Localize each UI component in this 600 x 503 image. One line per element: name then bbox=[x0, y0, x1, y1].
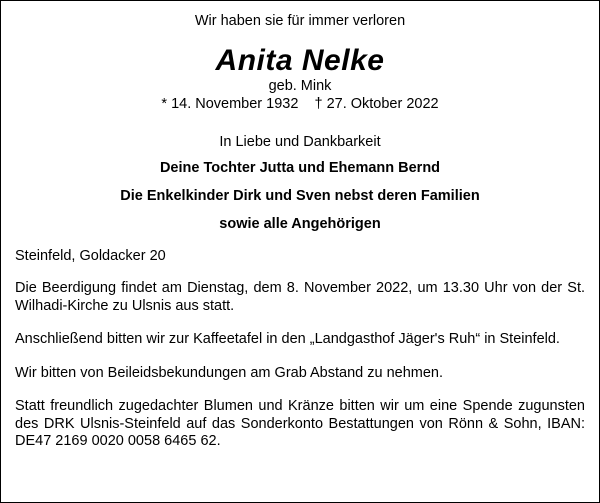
born-date: 14. November 1932 bbox=[171, 96, 299, 112]
mourner-line: sowie alle Angehörigen bbox=[219, 216, 381, 232]
love-line: In Liebe und Dankbarkeit bbox=[219, 134, 381, 150]
reception-paragraph: Anschließend bitten wir zur Kaffeetafel in den „Landgasthof Jäger's Ruh“ in Steinfeld. bbox=[15, 331, 560, 347]
born-symbol: * bbox=[161, 96, 168, 112]
mourner-line: Deine Tochter Jutta und Ehemann Bernd bbox=[159, 160, 441, 176]
life-dates bbox=[15, 95, 585, 113]
funeral-paragraph: Die Beerdigung findet am Dienstag, dem 8. November 2022, um 13.30 Uhr von der St. Wilhadi-Kirche zu Ulsnis aus statt. bbox=[15, 280, 585, 314]
intro-line: Wir haben sie für immer verloren bbox=[194, 13, 406, 29]
deceased-name: Anita Nelke bbox=[215, 44, 385, 77]
died-date: 27. Oktober 2022 bbox=[326, 96, 439, 112]
condolence-paragraph: Wir bitten von Beileidsbekundungen am Grab Abstand zu nehmen. bbox=[15, 364, 444, 381]
address: Steinfeld, Goldacker 20 bbox=[15, 248, 166, 264]
birth-name: geb. Mink bbox=[268, 78, 332, 94]
died-symbol: † bbox=[314, 96, 323, 112]
donation-paragraph: Statt freundlich zugedachter Blumen und Kränze bitten wir um eine Spende zugunsten des DRK Ulsnis-Steinfeld auf das Sonderkonto Bestattungen von Rönn & Sohn, IBAN: DE47 2169 0020 0058 6465 62. bbox=[15, 398, 585, 449]
mourner-line: Die Enkelkinder Dirk und Sven nebst deren Familien bbox=[120, 188, 480, 204]
